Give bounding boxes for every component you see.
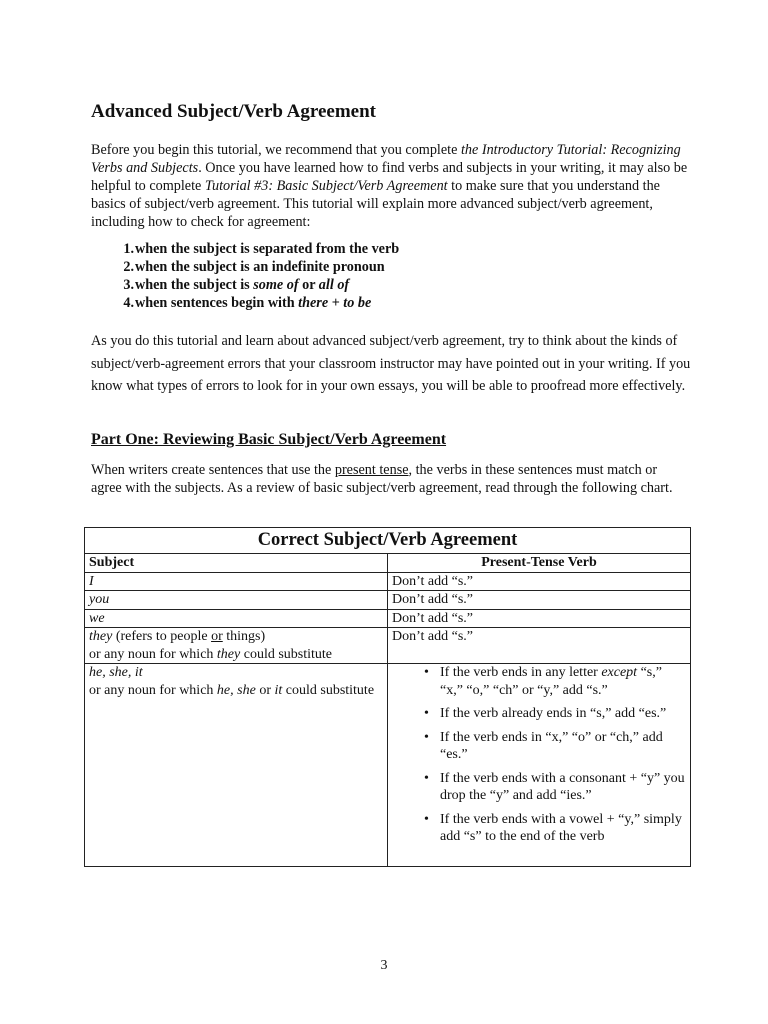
subject-cell xyxy=(85,664,388,867)
subject-note: or xyxy=(255,682,275,698)
subject-pronoun: they xyxy=(89,629,113,644)
rule-text: “s,” “x,” “o,” “ch” or “y,” add “s.” xyxy=(440,665,662,698)
subject-cell xyxy=(85,591,388,610)
checklist-item xyxy=(91,294,399,312)
checklist-text: when the subject is separated from the verb xyxy=(135,241,400,257)
review-paragraph xyxy=(91,461,691,497)
checklist-number: 3. xyxy=(123,277,134,293)
verb-cell: Don’t add “s.” xyxy=(388,572,691,591)
checklist-number: 1. xyxy=(123,241,134,257)
checklist-number: 4. xyxy=(123,295,134,311)
checklist-text: when the subject is xyxy=(135,277,254,293)
subject-pronoun: we xyxy=(89,610,105,626)
list-item xyxy=(392,811,686,846)
subject-pronoun: it xyxy=(274,682,283,698)
verb-cell: Don’t add “s.” xyxy=(388,591,691,610)
verb-rules-list xyxy=(392,664,686,846)
subject-note: (refers to people xyxy=(112,629,212,644)
rule-text: If the verb ends in any letter xyxy=(440,665,602,680)
intro-text-1: Before you begin this tutorial, we recommend that you complete xyxy=(91,142,461,158)
subject-pronoun: they xyxy=(216,646,241,662)
checklist-item xyxy=(91,276,399,294)
subject-cell xyxy=(85,628,388,664)
subject-pronoun: I xyxy=(89,573,94,589)
proofread-paragraph: As you do this tutorial and learn about advanced subject/verb agreement, try to think about the kinds of subject/verb-agreement errors that your classroom instructor may have pointed out in your writing. If you know what types of errors to look for in your own essays, you will be able to proofread more effectively. xyxy=(91,333,691,395)
section-heading: Part One: Reviewing Basic Subject/Verb Agreement xyxy=(91,431,447,448)
column-header-verb: Present-Tense Verb xyxy=(388,554,691,573)
list-item xyxy=(392,770,686,805)
page-title: Advanced Subject/Verb Agreement xyxy=(91,101,376,122)
table-row xyxy=(85,609,691,628)
table-row xyxy=(85,628,691,664)
bullet-icon: • xyxy=(424,811,429,827)
list-item xyxy=(392,729,686,764)
table-row xyxy=(85,591,691,610)
page-number: 3 xyxy=(380,958,388,973)
subject-note: could substitute xyxy=(282,682,375,698)
present-tense-term: present tense xyxy=(334,462,409,478)
intro-tutorial3-title: Tutorial #3: Basic Subject/Verb Agreement xyxy=(204,178,448,194)
checklist-text: when the subject is an indefinite pronoun xyxy=(135,259,385,275)
rule-emphasis: except xyxy=(601,665,638,680)
subject-note: things) xyxy=(222,629,266,644)
checklist-text: or xyxy=(298,277,319,293)
rule-text: If the verb ends in “x,” “o” or “ch,” add “es.” xyxy=(440,729,663,762)
verb-cell: Don’t add “s.” xyxy=(388,609,691,628)
subject-pronoun: he, she xyxy=(216,682,256,698)
checklist-item xyxy=(91,240,399,258)
subject-note: or any noun for which xyxy=(89,646,217,662)
checklist-emphasis: some of xyxy=(253,277,299,293)
subject-cell xyxy=(85,572,388,591)
review-text-2: , the verbs in these sentences must match or agree with the subjects. As a review of basic subject/verb agreement, read through the following chart. xyxy=(91,462,673,496)
checklist-item xyxy=(91,258,399,276)
intro-text-3: to make sure that you understand the basics of subject/verb agreement. This tutorial will explain more advanced subject/verb agreement, including how to check for agreement: xyxy=(91,178,660,230)
intro-text-2: . Once you have learned how to find verbs and subjects in your writing, it may also be helpful to complete xyxy=(91,160,688,194)
column-header-subject: Subject xyxy=(85,554,388,573)
list-item xyxy=(392,664,686,699)
intro-tutorial-title: the Introductory Tutorial: Recognizing Verbs and Subjects xyxy=(91,142,681,176)
rule-text: If the verb ends with a vowel + “y,” simply add “s” to the end of the verb xyxy=(440,811,682,844)
agreement-chart xyxy=(84,527,691,867)
subject-note: could substitute xyxy=(240,646,333,662)
rule-text: If the verb ends with a consonant + “y” you drop the “y” and add “ies.” xyxy=(440,770,685,803)
table-row xyxy=(85,572,691,591)
agreement-checklist xyxy=(91,240,399,312)
intro-paragraph xyxy=(91,141,691,231)
list-item xyxy=(392,705,686,723)
subject-note: or any noun for which xyxy=(89,682,217,698)
bullet-icon: • xyxy=(424,770,429,786)
chart-title: Correct Subject/Verb Agreement xyxy=(85,528,691,554)
subject-pronoun: he, she, it xyxy=(89,665,143,680)
checklist-emphasis: all of xyxy=(318,277,350,293)
bullet-icon: • xyxy=(424,729,429,745)
subject-cell xyxy=(85,609,388,628)
review-text-1: When writers create sentences that use the xyxy=(91,462,335,478)
checklist-emphasis: there + to be xyxy=(298,295,372,311)
checklist-text: when sentences begin with xyxy=(135,295,299,311)
table-row xyxy=(85,664,691,867)
checklist-number: 2. xyxy=(123,259,134,275)
verb-cell: Don’t add “s.” xyxy=(388,628,691,664)
subject-pronoun: you xyxy=(89,592,110,607)
verb-rules-cell xyxy=(388,664,691,867)
bullet-icon: • xyxy=(424,706,429,721)
subject-note-underlined: or xyxy=(211,629,223,644)
rule-text: If the verb already ends in “s,” add “es.” xyxy=(440,706,667,721)
bullet-icon: • xyxy=(424,665,429,680)
